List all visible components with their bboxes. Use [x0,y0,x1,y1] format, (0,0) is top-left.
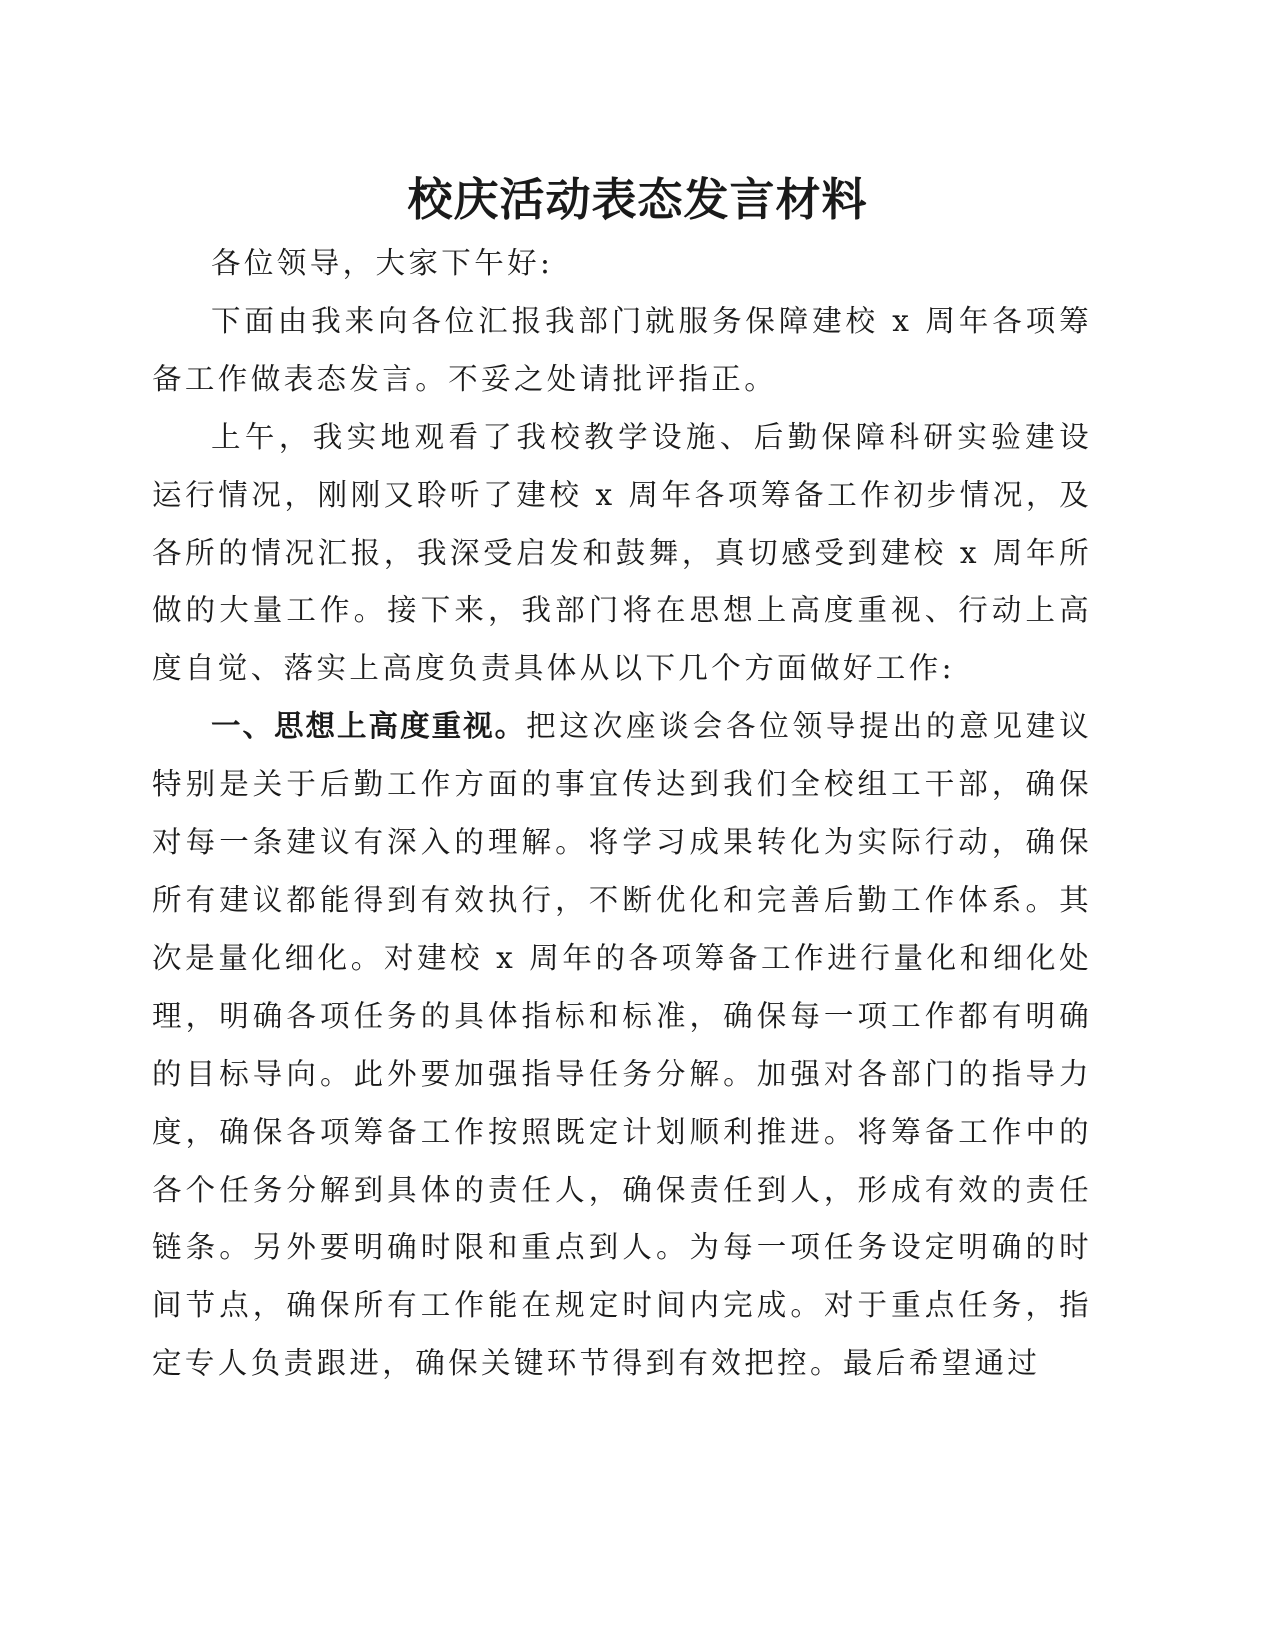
section-1-body: 把这次座谈会各位领导提出的意见建议特别是关于后勤工作方面的事宜传达到我们全校组工干部，确保对每一条建议有深入的理解。将学习成果转化为实际行动，确保所有建议都能得到有效执行，不断优化和完善后勤工作体系。其次是量化细化。对建校 x 周年的各项筹备工作进行量化和细化处理，明确各项任务的具体指标和标准，确保每一项工作都有明确的目标导向。此外要加强指导任务分解。加强对各部门的指导力度，确保各项筹备工作按照既定计划顺利推进。将筹备工作中的各个任务分解到具体的责任人，确保责任到人，形成有效的责任链条。另外要明确时限和重点到人。为每一项任务设定明确的时间节点，确保所有工作能在规定时间内完成。对于重点任务，指定专人负责跟进，确保关键环节得到有效把控。最后希望通过 [152,709,1092,1381]
document-body [152,235,1092,1393]
section-1-heading: 一、思想上高度重视。 [211,709,527,744]
intro-paragraph: 下面由我来向各位汇报我部门就服务保障建校 x 周年各项筹备工作做表态发言。不妥之处请批评指正。 [152,303,1092,396]
document-title: 校庆活动表态发言材料 [407,173,868,226]
impressions-paragraph: 上午，我实地观看了我校教学设施、后勤保障科研实验建设运行情况，刚刚又聆听了建校 x 周年各项筹备工作初步情况，及各所的情况汇报，我深受启发和鼓舞，真切感受到建校 x 周年所做的大量工作。接下来，我部门将在思想上高度重视、行动上高度自觉、落实上高度负责具体从以下几个方面做好工作: [152,419,1092,686]
section-1-paragraph [152,698,1092,1393]
salutation-paragraph: 各位领导，大家下午好: [211,246,554,280]
